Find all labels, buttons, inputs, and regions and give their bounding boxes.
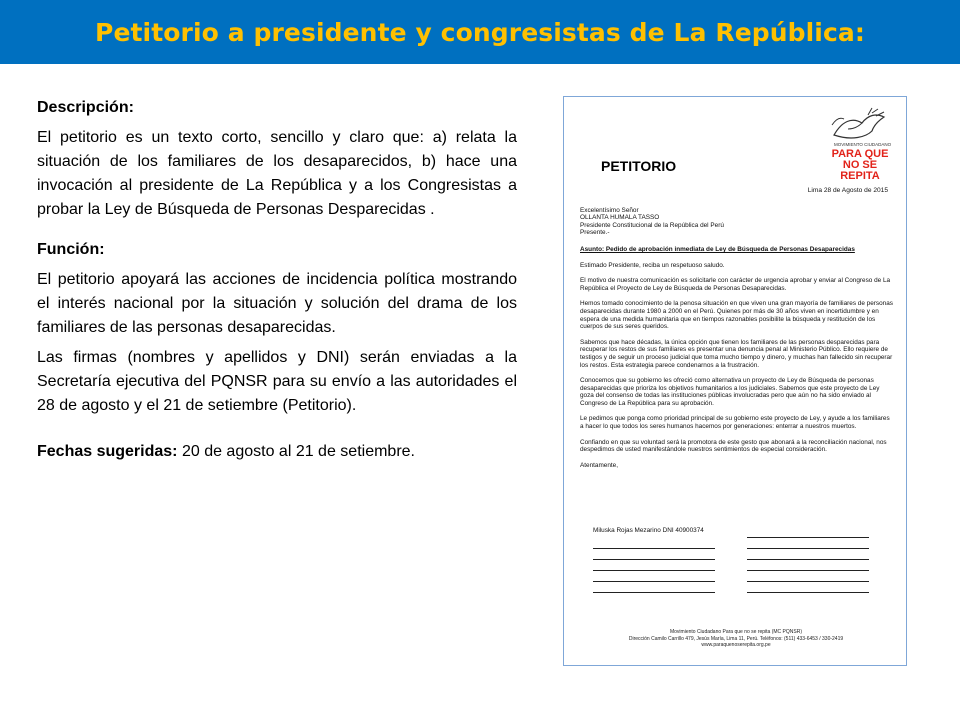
function-heading: Función: (37, 241, 105, 258)
description-heading: Descripción: (37, 99, 134, 116)
signature-line (593, 571, 715, 582)
signature-line (593, 582, 715, 593)
letter-greeting: Estimado Presidente, reciba un respetuoso saludo. (580, 261, 725, 269)
signature-line (593, 549, 715, 560)
footer-line: Movimiento Ciudadano Para que no se repita (MC PQNSR) (669, 629, 802, 635)
letter-paragraph: Confiando en que su voluntad será la promotora de este gesto que abonará a la reconciliación nacional, nos despedimos de usted manifestándole nuestros sentimientos de especial consideración. (580, 438, 887, 454)
signature-row (593, 549, 869, 560)
signature-line (747, 549, 869, 560)
letter-closing: Atentamente, (580, 461, 619, 469)
page-title: Petitorio a presidente y congresistas de La República: (95, 17, 865, 47)
address-line: OLLANTA HUMALA TASSO (580, 214, 660, 222)
footer-line: Dirección Camilo Carrillo 479, Jesús María, Lima 11, Perú. Teléfonos: (511) 433-6453 / 330-2419 (628, 635, 844, 642)
signature-row (593, 560, 869, 571)
suggested-dates-label: Fechas sugeridas: (37, 443, 178, 460)
footer-line: www.paraquenoserepita.org.pe (701, 642, 771, 649)
signature-line (593, 560, 715, 571)
signature-line (747, 571, 869, 582)
function-body-2: Las firmas (nombres y apellidos y DNI) serán enviadas a la Secretaría ejecutiva del PQNSR para su envío a las autoridades el 28 de agosto y el 21 de setiembre (Petitorio). (37, 349, 517, 414)
logo-org-name: MOVIMIENTO CIUDADANO (834, 142, 892, 147)
letter-subject: Asunto: Pedido de aprobación inmediata de Ley de Búsqueda de Personas Desaparecidas (580, 245, 855, 253)
letter-paragraph: Conocemos que su gobierno les ofreció como alternativa un proyecto de Ley de Búsqueda de personas desaparecidas que prioriza los objetivos humanitarios a los judiciales. Sabemos que este proyecto de Ley goza del consenso de todas las instituciones públicas involucradas pero que aún no ha sido enviado al Congreso de La República para su aprobación. (580, 377, 880, 407)
address-line: Presidente Constitucional de la República del Perú (580, 221, 724, 229)
letter-paragraph: Hemos tomado conocimiento de la penosa situación en que viven una gran mayoría de familiares de personas desaparecidas durante 1980 a 2000 en el Perú. Quienes por más de 30 años viven en incertidumbre y en espera de una medida humanitaria que en tiempos razonables posibilite la búsqueda y restitución de los cuerpos de sus seres queridos. (580, 300, 893, 331)
address-line: Presente.- (580, 229, 610, 237)
suggested-dates (37, 440, 517, 464)
first-signer: Miluska Rojas Mezarino DNI 40900374 (593, 527, 704, 534)
signature-row (593, 582, 869, 593)
dove-hands-icon (828, 107, 888, 143)
letter-body (580, 187, 894, 469)
logo-slogan: PARA QUE NO SE REPITA (831, 148, 889, 182)
petitorio-label: PETITORIO (601, 158, 677, 174)
title-bar (0, 0, 960, 64)
signature-row (593, 527, 869, 538)
signature-line (747, 538, 869, 549)
letter-footer (564, 629, 907, 649)
function-body-1: El petitorio apoyará las acciones de incidencia política mostrando el interés nacional por la situación y solución del drama de los familiares de las personas desaparecidas. (37, 271, 517, 336)
signature-line (747, 582, 869, 593)
signature-line (593, 538, 715, 549)
letter-paragraph: El motivo de nuestra comunicación es solicitarle con carácter de urgencia aprobar y enviar al Congreso de La República el Proyecto de Ley de Búsqueda de Personas Desaparecidas. (580, 277, 891, 292)
signature-lines (593, 527, 869, 593)
signature-line (747, 560, 869, 571)
pqnsr-logo (804, 107, 894, 185)
petition-letter-image (563, 96, 907, 666)
description-body: El petitorio es un texto corto, sencillo y claro que: a) relata la situación de los familiares de los desaparecidos, b) hace una invocación al presidente de La República y a los Congresistas a probar la Ley de Búsqueda de Personas Desparecidas . (37, 129, 517, 218)
address-line: Excelentísimo Señor (580, 206, 639, 214)
signature-line (747, 527, 869, 538)
signature-row (593, 571, 869, 582)
text-column (37, 96, 517, 464)
signature-row (593, 538, 869, 549)
letter-date: Lima 28 de Agosto de 2015 (807, 187, 888, 194)
letter-address (580, 207, 894, 237)
suggested-dates-value: 20 de agosto al 21 de setiembre. (177, 443, 415, 460)
letter-paragraph: Le pedimos que ponga como prioridad principal de su gobierno este proyecto de Ley, y ayude a los familiares a hacer lo que todos los seres humanos hacemos por generaciones: enterrar a nuestros muertos. (580, 415, 890, 431)
letter-paragraph: Sabemos que hace décadas, la única opción que tienen los familiares de las personas desparecidas para recuperar los restos de sus familiares es presentar una denuncia penal al Ministerio Público. Ello requiere de testigos y de seguir un proceso judicial que toma mucho tiempo y dinero, y muchas han fallecido sin recuperar los restos. Esta estrategia parece condenarnos a la frustración. (580, 338, 893, 369)
